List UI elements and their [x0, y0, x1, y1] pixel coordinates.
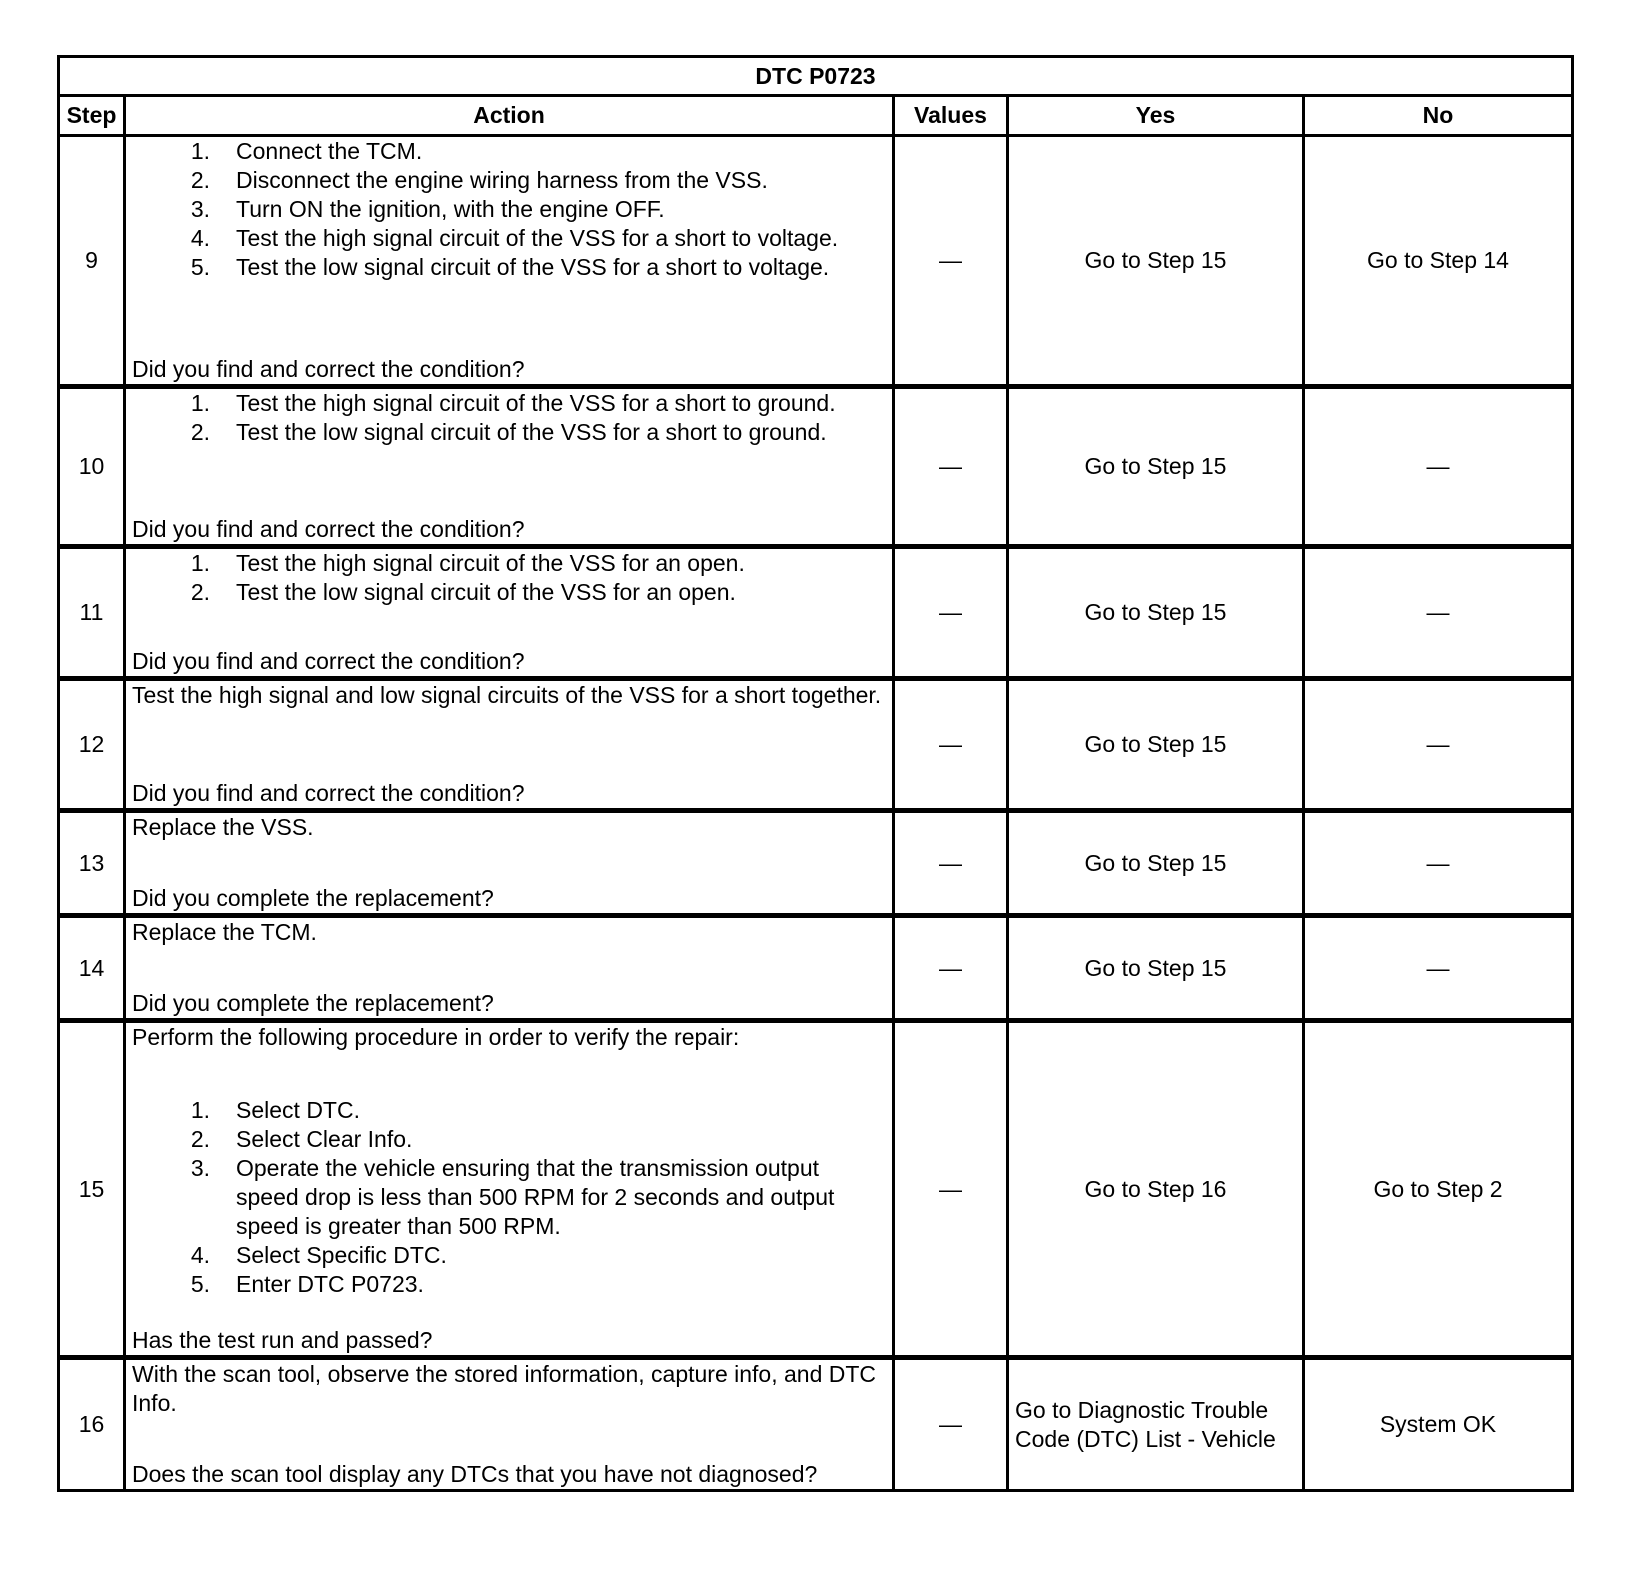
action-steps-list	[132, 137, 886, 282]
list-item-number: 5.	[190, 254, 210, 280]
list-item-number: 2.	[190, 167, 210, 193]
list-item	[132, 1241, 886, 1270]
header-action: Action	[125, 96, 894, 136]
values-cell: —	[894, 811, 1008, 916]
action-intro: Replace the TCM.	[132, 919, 317, 945]
yes-cell: Go to Step 15	[1008, 136, 1304, 387]
action-question: Did you find and correct the condition?	[132, 516, 525, 542]
list-item-text: Operate the vehicle ensuring that the transmission output speed drop is less than 500 RPM for 2 seconds and output speed is greater than 500 RPM.	[236, 1155, 835, 1239]
action-intro: With the scan tool, observe the stored information, capture info, and DTC Info.	[132, 1361, 877, 1416]
list-item	[132, 1125, 886, 1154]
list-item-text: Disconnect the engine wiring harness from the VSS.	[236, 167, 768, 193]
table-row	[59, 916, 1573, 1021]
no-cell: System OK	[1304, 1358, 1573, 1491]
table-row	[59, 547, 1573, 679]
values-cell: —	[894, 387, 1008, 547]
no-cell: Go to Step 14	[1304, 136, 1573, 387]
dtc-table	[57, 55, 1574, 1492]
action-question: Did you complete the replacement?	[132, 990, 494, 1016]
values-cell: —	[894, 679, 1008, 811]
yes-cell: Go to Diagnostic Trouble Code (DTC) List - Vehicle	[1008, 1358, 1304, 1491]
action-question: Does the scan tool display any DTCs that you have not diagnosed?	[132, 1461, 818, 1487]
list-item-text: Select Specific DTC.	[236, 1242, 447, 1268]
step-number: 12	[59, 679, 125, 811]
action-cell	[125, 811, 894, 916]
list-item-text: Test the low signal circuit of the VSS for a short to ground.	[236, 419, 827, 445]
list-item-text: Turn ON the ignition, with the engine OFF.	[236, 196, 665, 222]
no-cell: —	[1304, 547, 1573, 679]
action-cell	[125, 387, 894, 547]
list-item-text: Connect the TCM.	[236, 138, 423, 164]
yes-cell: Go to Step 16	[1008, 1021, 1304, 1358]
no-cell: Go to Step 2	[1304, 1021, 1573, 1358]
action-intro: Replace the VSS.	[132, 814, 314, 840]
list-item	[132, 195, 886, 224]
action-intro: Test the high signal and low signal circuits of the VSS for a short together.	[132, 682, 882, 708]
step-number: 10	[59, 387, 125, 547]
action-steps-list	[132, 549, 886, 607]
list-item-text: Select DTC.	[236, 1097, 360, 1123]
list-item-text: Test the high signal circuit of the VSS for an open.	[236, 550, 745, 576]
table-row	[59, 136, 1573, 387]
table-body	[59, 136, 1573, 1491]
list-item-number: 2.	[190, 419, 210, 445]
no-cell: —	[1304, 387, 1573, 547]
step-number: 9	[59, 136, 125, 387]
no-cell: —	[1304, 679, 1573, 811]
list-item-number: 1.	[190, 550, 210, 576]
list-item-number: 5.	[190, 1271, 210, 1297]
yes-cell: Go to Step 15	[1008, 387, 1304, 547]
list-item-number: 4.	[190, 225, 210, 251]
yes-cell: Go to Step 15	[1008, 679, 1304, 811]
list-item-number: 1.	[190, 138, 210, 164]
yes-cell: Go to Step 15	[1008, 916, 1304, 1021]
list-item	[132, 224, 886, 253]
list-item-text: Select Clear Info.	[236, 1126, 413, 1152]
table-row	[59, 1021, 1573, 1358]
list-item	[132, 418, 886, 447]
list-item	[132, 137, 886, 166]
yes-cell: Go to Step 15	[1008, 547, 1304, 679]
values-cell: —	[894, 1358, 1008, 1491]
action-question: Did you find and correct the condition?	[132, 356, 525, 382]
header-yes: Yes	[1008, 96, 1304, 136]
list-item	[132, 1270, 886, 1299]
step-number: 15	[59, 1021, 125, 1358]
list-item-number: 1.	[190, 390, 210, 416]
step-number: 13	[59, 811, 125, 916]
step-number: 16	[59, 1358, 125, 1491]
yes-cell: Go to Step 15	[1008, 811, 1304, 916]
action-cell	[125, 136, 894, 387]
values-cell: —	[894, 1021, 1008, 1358]
no-cell: —	[1304, 811, 1573, 916]
list-item	[132, 389, 886, 418]
header-step: Step	[59, 96, 125, 136]
list-item-number: 2.	[190, 1126, 210, 1152]
action-question: Did you find and correct the condition?	[132, 780, 525, 806]
table-row	[59, 811, 1573, 916]
list-item-text: Test the high signal circuit of the VSS for a short to voltage.	[236, 225, 839, 251]
action-question: Did you complete the replacement?	[132, 885, 494, 911]
action-cell	[125, 679, 894, 811]
action-cell	[125, 547, 894, 679]
list-item-text: Test the low signal circuit of the VSS for an open.	[236, 579, 736, 605]
step-number: 14	[59, 916, 125, 1021]
list-item-number: 3.	[190, 196, 210, 222]
table-row	[59, 387, 1573, 547]
action-steps-list	[132, 389, 886, 447]
action-question: Did you find and correct the condition?	[132, 648, 525, 674]
action-cell	[125, 1021, 894, 1358]
list-item	[132, 253, 886, 282]
list-item-number: 3.	[190, 1155, 210, 1181]
list-item	[132, 578, 886, 607]
values-cell: —	[894, 916, 1008, 1021]
no-cell: —	[1304, 916, 1573, 1021]
step-number: 11	[59, 547, 125, 679]
action-steps-list	[132, 1096, 886, 1299]
list-item-number: 4.	[190, 1242, 210, 1268]
list-item-text: Enter DTC P0723.	[236, 1271, 424, 1297]
list-item	[132, 166, 886, 195]
table-row	[59, 679, 1573, 811]
list-item	[132, 1154, 886, 1241]
list-item-number: 2.	[190, 579, 210, 605]
header-values: Values	[894, 96, 1008, 136]
list-item	[132, 1096, 886, 1125]
values-cell: —	[894, 547, 1008, 679]
action-intro: Perform the following procedure in order to verify the repair:	[132, 1024, 740, 1050]
list-item-text: Test the low signal circuit of the VSS for a short to voltage.	[236, 254, 830, 280]
action-cell	[125, 916, 894, 1021]
list-item-text: Test the high signal circuit of the VSS for a short to ground.	[236, 390, 836, 416]
header-no: No	[1304, 96, 1573, 136]
action-question: Has the test run and passed?	[132, 1327, 433, 1353]
table-title: DTC P0723	[59, 57, 1573, 96]
values-cell: —	[894, 136, 1008, 387]
table-row	[59, 1358, 1573, 1491]
list-item-number: 1.	[190, 1097, 210, 1123]
list-item	[132, 549, 886, 578]
action-cell	[125, 1358, 894, 1491]
